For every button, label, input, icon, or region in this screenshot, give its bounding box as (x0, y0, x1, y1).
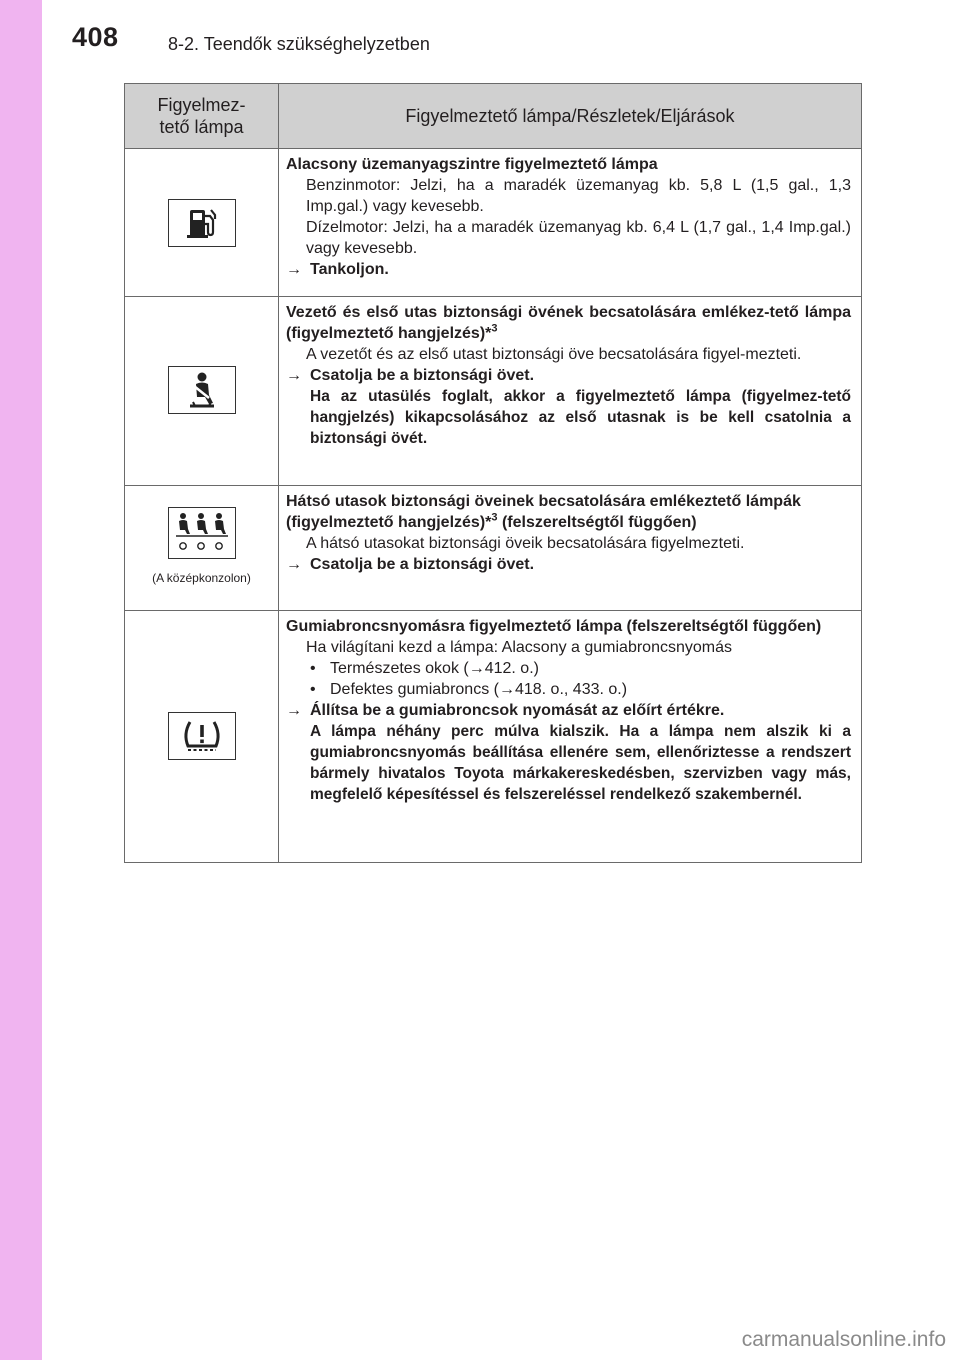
tire-pressure-warning-icon (168, 712, 236, 760)
seatbelt-reminder-icon (168, 366, 236, 414)
text-cell (279, 486, 862, 611)
row-detail: A hátsó utasokat biztonsági öveik becsatolására figyelmezteti. (306, 535, 745, 552)
col-header-warning-light (125, 84, 279, 149)
arrow-icon: → (286, 367, 302, 384)
table-row (125, 297, 862, 486)
rear-seatbelt-reminder-icon (168, 507, 236, 559)
row-detail: Ha világítani kezd a lámpa: Alacsony a gumiabroncsnyomás (306, 639, 732, 656)
icon-cell (125, 611, 279, 863)
icon-caption: (A középkonzolon) (152, 571, 251, 585)
page-number: 408 (72, 22, 119, 52)
col-header-line-1: Figyelmez- (157, 95, 246, 115)
row-title (286, 302, 851, 344)
text-cell (279, 611, 862, 863)
table-row (125, 149, 862, 297)
bullet-dot: • (310, 681, 316, 698)
page-reference: 412. o.) (484, 660, 539, 677)
table-header-row (125, 84, 862, 149)
action-text: Csatolja be a biztonsági övet. (310, 367, 535, 384)
bullet-item (286, 679, 851, 700)
bullet-text: Természetes okok ( (330, 660, 469, 677)
action-text: Állítsa be a gumiabroncsok nyomását az előírt értékre. (310, 702, 725, 719)
row-detail: Benzinmotor: Jelzi, ha a maradék üzemanyag kb. 5,8 L (1,5 gal., 1,3 Imp.gal.) vagy kevesebb. (306, 177, 851, 215)
arrow-icon: → (286, 702, 302, 719)
row-title-cont (286, 512, 851, 533)
text-cell (279, 297, 862, 486)
title-text: (felszereltségtől függően) (497, 514, 697, 531)
bullet-text: Defektes gumiabroncs ( (330, 681, 499, 698)
row-note: Ha az utasülés foglalt, akkor a figyelmeztető lámpa (figyelmez-tető hangjelzés) kikapcsolásához az első utasnak is be kell csatolnia a biztonsági övét. (310, 388, 851, 447)
title-text: Vezető és első utas biztonsági övének becsatolására emlékez-tető lámpa (figyelmeztető hangjelzés)* (286, 304, 851, 342)
row-detail: A vezetőt és az első utast biztonsági öve becsatolására figyel-mezteti. (306, 346, 802, 363)
warning-lights-table (124, 83, 862, 863)
row-title: Gumiabroncsnyomásra figyelmeztető lámpa (felszereltségtől függően) (286, 618, 822, 635)
footnote-ref: 3 (491, 511, 498, 524)
row-title: Alacsony üzemanyagszintre figyelmeztető lámpa (286, 156, 658, 173)
row-action (286, 259, 851, 280)
action-text: Csatolja be a biztonsági övet. (310, 556, 535, 573)
text-cell (279, 149, 862, 297)
arrow-icon: → (468, 660, 485, 677)
fuel-pump-icon (168, 199, 236, 247)
icon-cell (125, 297, 279, 486)
icon-cell (125, 149, 279, 297)
row-action (286, 554, 851, 575)
table-row (125, 486, 862, 611)
bullet-dot: • (310, 660, 316, 677)
arrow-icon: → (286, 261, 302, 278)
row-action (286, 365, 851, 386)
table-row (125, 611, 862, 863)
bullet-item (286, 658, 851, 679)
row-note: A lámpa néhány perc múlva kialszik. Ha a lámpa nem alszik ki a gumiabroncsnyomás beállítása ellenére sem, ellenőriztesse a rendszert bármely hivatalos Toyota márkakereskedésben, szervizben vagy más, megfelelő képesítéssel és felszereléssel rendelkező szakembernél. (310, 723, 851, 803)
footnote-ref: 3 (491, 322, 498, 335)
section-title: 8-2. Teendők szükséghelyzetben (168, 34, 430, 54)
arrow-icon: → (498, 681, 515, 698)
watermark: carmanualsonline.info (741, 1328, 946, 1351)
page-reference: 418. o., 433. o.) (514, 681, 628, 698)
row-title: Hátsó utasok biztonsági öveinek becsatolására emlékeztető lámpák (286, 493, 801, 510)
col-header-line-2: tető lámpa (159, 117, 244, 137)
row-action (286, 700, 851, 721)
arrow-icon: → (286, 556, 302, 573)
title-text: (figyelmeztető hangjelzés)* (286, 514, 492, 531)
row-detail: Dízelmotor: Jelzi, ha a maradék üzemanyag kb. 6,4 L (1,7 gal., 1,4 Imp.gal.) vagy kevesebb. (306, 219, 851, 257)
col-header-details: Figyelmeztető lámpa/Részletek/Eljárások (279, 84, 862, 149)
action-text: Tankoljon. (310, 261, 389, 278)
icon-cell (125, 486, 279, 611)
side-tab-bar (0, 0, 42, 1360)
